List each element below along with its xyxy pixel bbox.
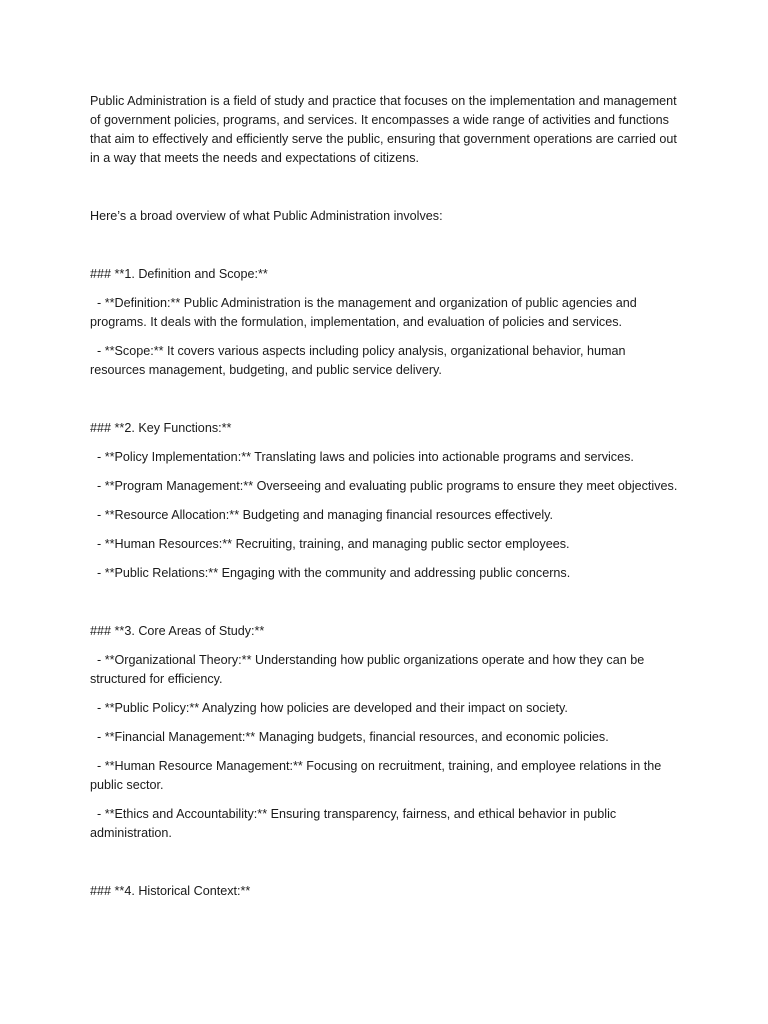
list-item-scope: - **Scope:** It covers various aspects including policy analysis, organizational behavior, human resources management, budgeting, and public service delivery. [90, 344, 630, 377]
intro-paragraph: Public Administration is a field of study and practice that focuses on the implementation and management of government policies, programs, and services. It encompasses a wide range of activities and functions that aim to effectively and efficiently serve the public, ensuring that government operations are carried out in a way that meets the needs and expectations of citizens. [90, 94, 681, 165]
list-item-definition: - **Definition:** Public Administration is the management and organization of public agencies and programs. It deals with the formulation, implementation, and evaluation of policies and services. [90, 296, 641, 329]
overview-paragraph: Here’s a broad overview of what Public Administration involves: [90, 209, 443, 223]
section-heading-key-functions: ### **2. Key Functions:** [90, 421, 232, 435]
list-item-organizational-theory: - **Organizational Theory:** Understanding how public organizations operate and how they can be structured for efficiency. [90, 653, 648, 686]
list-item-policy-implementation: - **Policy Implementation:** Translating laws and policies into actionable programs and services. [90, 450, 634, 464]
section-heading-definition-scope: ### **1. Definition and Scope:** [90, 267, 268, 281]
list-item-human-resource-management: - **Human Resource Management:** Focusing on recruitment, training, and employee relations in the public sector. [90, 759, 665, 792]
section-heading-historical-context: ### **4. Historical Context:** [90, 884, 251, 898]
list-item-program-management: - **Program Management:** Overseeing and evaluating public programs to ensure they meet objectives. [90, 479, 678, 493]
list-item-financial-management: - **Financial Management:** Managing budgets, financial resources, and economic policies. [90, 730, 609, 744]
list-item-human-resources: - **Human Resources:** Recruiting, training, and managing public sector employees. [90, 537, 570, 551]
document-body [90, 92, 680, 901]
list-item-ethics-accountability: - **Ethics and Accountability:** Ensuring transparency, fairness, and ethical behavior in public administration. [90, 807, 620, 840]
list-item-resource-allocation: - **Resource Allocation:** Budgeting and managing financial resources effectively. [90, 508, 553, 522]
section-heading-core-areas: ### **3. Core Areas of Study:** [90, 624, 265, 638]
list-item-public-relations: - **Public Relations:** Engaging with the community and addressing public concerns. [90, 566, 571, 580]
list-item-public-policy: - **Public Policy:** Analyzing how policies are developed and their impact on society. [90, 701, 568, 715]
